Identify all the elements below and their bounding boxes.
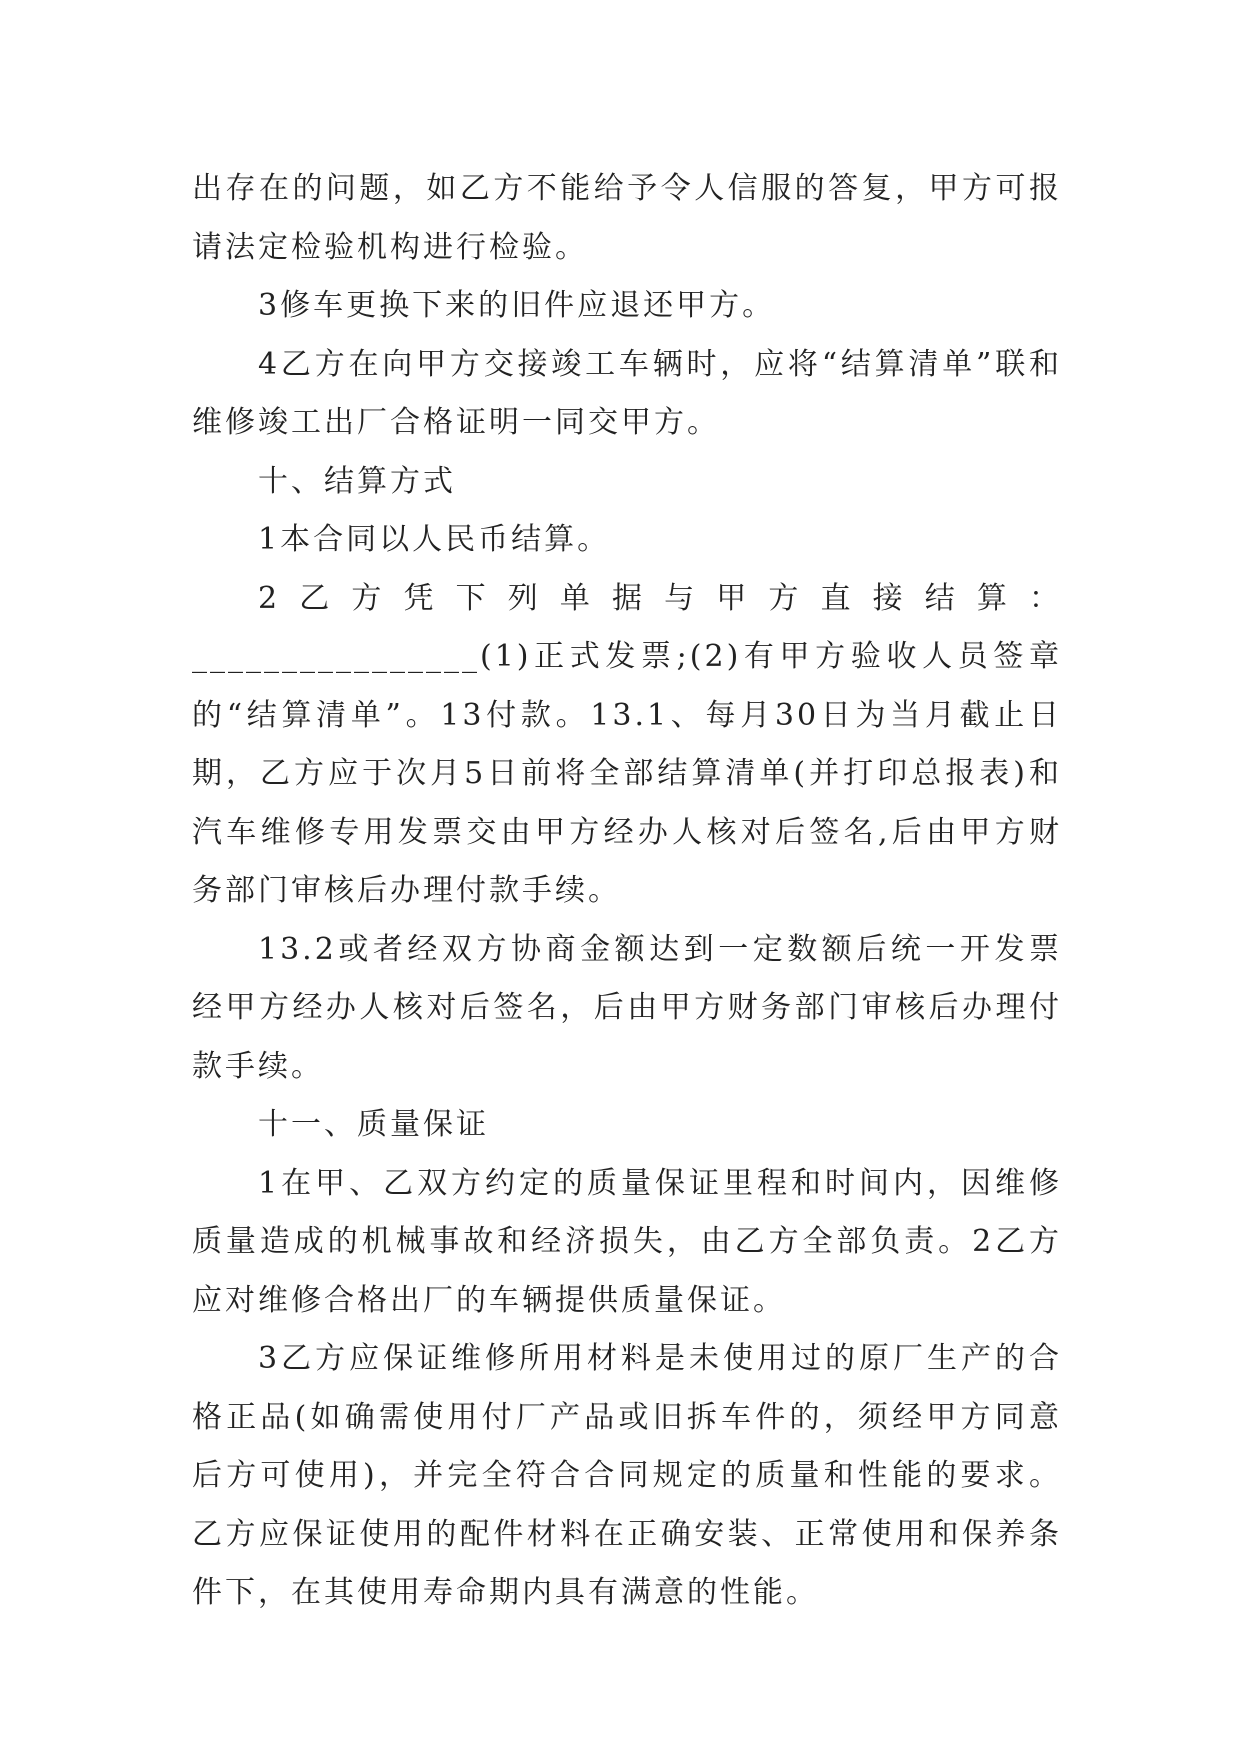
document-body bbox=[192, 160, 1062, 1623]
section-heading-settlement: 十、结算方式 bbox=[258, 463, 456, 499]
paragraph-5: 1本合同以人民币结算。 bbox=[258, 522, 611, 557]
paragraph-1: 出存在的问题，如乙方不能给予令人信服的答复，甲方可报请法定检验机构进行检验。 bbox=[192, 171, 1062, 265]
paragraph-7: 13.2或者经双方协商金额达到一定数额后统一开发票经甲方经办人核对后签名，后由甲方财务部门审核后办理付款手续。 bbox=[192, 931, 1062, 1084]
paragraph-2: 3修车更换下来的旧件应退还甲方。 bbox=[258, 288, 776, 323]
paragraph-3: 4乙方在向甲方交接竣工车辆时，应将“结算清单”联和维修竣工出厂合格证明一同交甲方。 bbox=[192, 346, 1062, 440]
paragraph-6: 2乙方凭下列单据与甲方直接结算：________________(1)正式发票;(2)有甲方验收人员签章的“结算清单”。13付款。13.1、每月30日为当月截止日期，乙方应于次月5日前将全部结算清单(并打印总报表)和汽车维修专用发票交由甲方经办人核对后签名,后由甲方财务部门审核后办理付款手续。 bbox=[192, 580, 1062, 908]
paragraph-9: 1在甲、乙双方约定的质量保证里程和时间内，因维修质量造成的机械事故和经济损失，由乙方全部负责。2乙方应对维修合格出厂的车辆提供质量保证。 bbox=[192, 1165, 1062, 1318]
section-heading-quality: 十一、质量保证 bbox=[258, 1107, 489, 1142]
paragraph-10: 3乙方应保证维修所用材料是未使用过的原厂生产的合格正品(如确需使用付厂产品或旧拆车件的，须经甲方同意后方可使用)，并完全符合合同规定的质量和性能的要求。乙方应保证使用的配件材料在正确安装、正常使用和保养条件下，在其使用寿命期内具有满意的性能。 bbox=[192, 1341, 1062, 1610]
